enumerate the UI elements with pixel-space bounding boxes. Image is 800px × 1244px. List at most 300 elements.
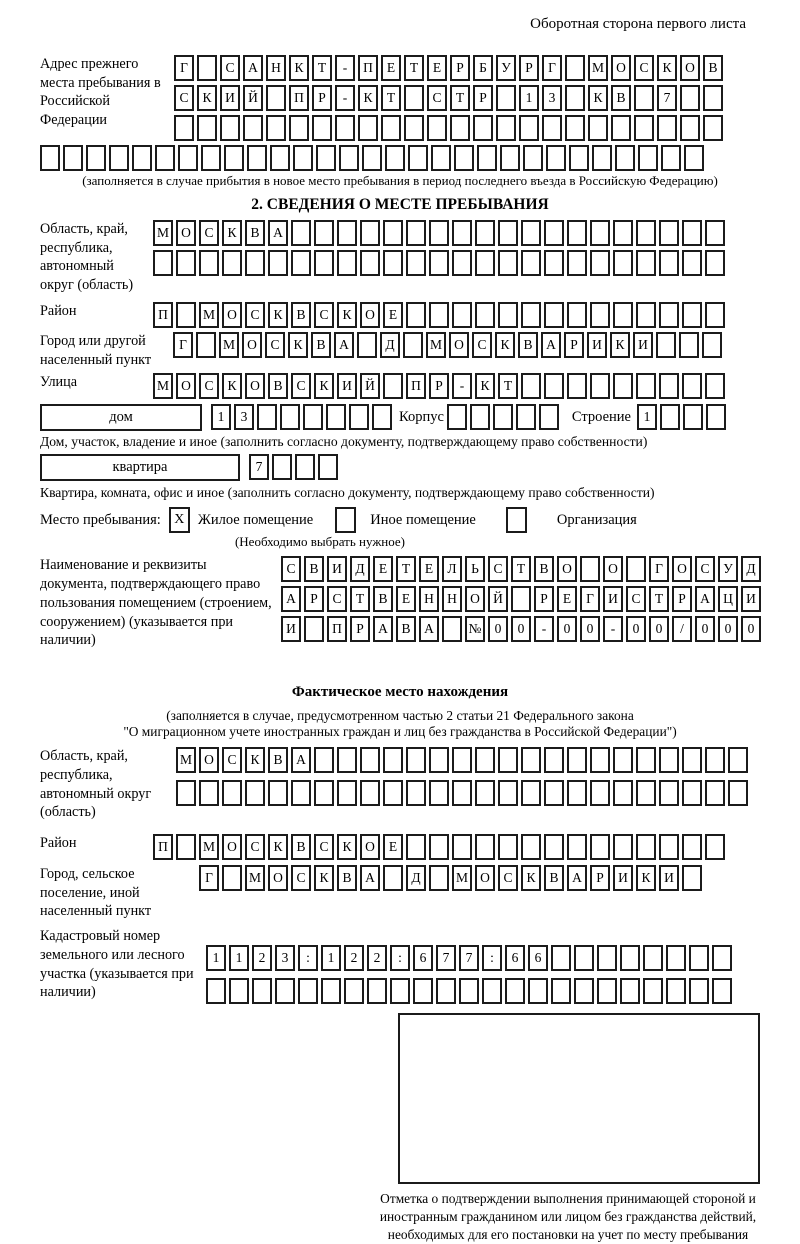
char-box[interactable] xyxy=(431,145,451,171)
char-box[interactable] xyxy=(705,747,725,773)
char-box[interactable]: Г xyxy=(173,332,193,358)
char-box[interactable] xyxy=(567,220,587,246)
char-box[interactable] xyxy=(295,454,315,480)
char-box[interactable]: № xyxy=(465,616,485,642)
char-box[interactable]: Е xyxy=(557,586,577,612)
char-box[interactable] xyxy=(229,978,249,1004)
char-box[interactable] xyxy=(613,747,633,773)
char-box[interactable]: 0 xyxy=(649,616,669,642)
char-box[interactable]: В xyxy=(268,747,288,773)
char-box[interactable]: К xyxy=(222,220,242,246)
char-box[interactable] xyxy=(636,747,656,773)
char-box[interactable]: В xyxy=(337,865,357,891)
char-box[interactable] xyxy=(661,145,681,171)
char-box[interactable] xyxy=(567,373,587,399)
char-box[interactable] xyxy=(569,145,589,171)
char-box[interactable]: В xyxy=(703,55,723,81)
char-box[interactable] xyxy=(360,747,380,773)
char-box[interactable] xyxy=(702,332,722,358)
char-box[interactable] xyxy=(498,250,518,276)
char-box[interactable]: М xyxy=(245,865,265,891)
char-box[interactable] xyxy=(222,780,242,806)
char-box[interactable]: К xyxy=(268,834,288,860)
char-box[interactable] xyxy=(659,780,679,806)
char-box[interactable]: В xyxy=(373,586,393,612)
char-box[interactable]: Е xyxy=(383,302,403,328)
char-box[interactable]: 1 xyxy=(206,945,226,971)
char-box[interactable] xyxy=(245,780,265,806)
char-box[interactable] xyxy=(613,220,633,246)
char-box[interactable]: Р xyxy=(473,85,493,111)
char-box[interactable]: / xyxy=(672,616,692,642)
char-box[interactable] xyxy=(482,978,502,1004)
char-box[interactable]: К xyxy=(197,85,217,111)
char-box[interactable]: 6 xyxy=(505,945,525,971)
char-box[interactable]: - xyxy=(452,373,472,399)
char-box[interactable]: О xyxy=(603,556,623,582)
char-box[interactable]: К xyxy=(337,302,357,328)
char-box[interactable] xyxy=(383,780,403,806)
char-box[interactable]: К xyxy=(337,834,357,860)
char-box[interactable] xyxy=(666,978,686,1004)
char-box[interactable] xyxy=(473,115,493,141)
char-box[interactable]: Е xyxy=(373,556,393,582)
char-box[interactable] xyxy=(413,978,433,1004)
char-box[interactable]: Т xyxy=(511,556,531,582)
char-box[interactable] xyxy=(682,373,702,399)
char-box[interactable]: М xyxy=(426,332,446,358)
char-box[interactable] xyxy=(636,834,656,860)
char-box[interactable] xyxy=(447,404,467,430)
char-box[interactable] xyxy=(450,115,470,141)
char-box[interactable] xyxy=(383,865,403,891)
char-box[interactable] xyxy=(580,556,600,582)
char-box[interactable] xyxy=(528,978,548,1004)
char-box[interactable]: Д xyxy=(406,865,426,891)
char-box[interactable] xyxy=(385,145,405,171)
char-box[interactable]: О xyxy=(465,586,485,612)
char-box[interactable] xyxy=(427,115,447,141)
char-box[interactable] xyxy=(565,85,585,111)
char-box[interactable] xyxy=(367,978,387,1004)
char-box[interactable]: С xyxy=(488,556,508,582)
char-box[interactable]: Р xyxy=(312,85,332,111)
char-box[interactable]: 0 xyxy=(557,616,577,642)
char-box[interactable]: О xyxy=(672,556,692,582)
char-box[interactable] xyxy=(245,250,265,276)
char-box[interactable]: С xyxy=(281,556,301,582)
char-box[interactable] xyxy=(40,145,60,171)
char-box[interactable] xyxy=(682,747,702,773)
char-box[interactable]: А xyxy=(695,586,715,612)
char-box[interactable] xyxy=(452,780,472,806)
char-box[interactable] xyxy=(636,250,656,276)
char-box[interactable]: О xyxy=(360,834,380,860)
char-box[interactable]: 1 xyxy=(637,404,657,430)
char-box[interactable]: Е xyxy=(383,834,403,860)
char-box[interactable] xyxy=(551,978,571,1004)
char-box[interactable] xyxy=(403,332,423,358)
char-box[interactable] xyxy=(316,145,336,171)
char-box[interactable] xyxy=(643,978,663,1004)
char-box[interactable] xyxy=(521,250,541,276)
char-box[interactable] xyxy=(372,404,392,430)
char-box[interactable]: К xyxy=(289,55,309,81)
char-box[interactable] xyxy=(498,220,518,246)
char-box[interactable]: 2 xyxy=(252,945,272,971)
char-box[interactable] xyxy=(266,85,286,111)
char-box[interactable]: В xyxy=(534,556,554,582)
char-box[interactable]: У xyxy=(718,556,738,582)
char-box[interactable]: М xyxy=(176,747,196,773)
char-box[interactable] xyxy=(470,404,490,430)
char-box[interactable]: - xyxy=(335,85,355,111)
char-box[interactable] xyxy=(475,220,495,246)
char-box[interactable] xyxy=(613,302,633,328)
char-box[interactable] xyxy=(636,220,656,246)
char-box[interactable]: 1 xyxy=(519,85,539,111)
char-box[interactable]: 7 xyxy=(459,945,479,971)
char-box[interactable]: Ц xyxy=(718,586,738,612)
char-box[interactable] xyxy=(712,978,732,1004)
char-box[interactable]: О xyxy=(176,220,196,246)
char-box[interactable] xyxy=(337,220,357,246)
char-box[interactable]: Р xyxy=(672,586,692,612)
char-box[interactable]: А xyxy=(281,586,301,612)
char-box[interactable] xyxy=(452,747,472,773)
char-box[interactable] xyxy=(634,85,654,111)
char-box[interactable] xyxy=(682,834,702,860)
char-box[interactable] xyxy=(270,145,290,171)
char-box[interactable] xyxy=(620,945,640,971)
char-box[interactable] xyxy=(659,747,679,773)
char-box[interactable] xyxy=(620,978,640,1004)
char-box[interactable] xyxy=(498,747,518,773)
char-box[interactable] xyxy=(705,780,725,806)
char-box[interactable] xyxy=(660,404,680,430)
char-box[interactable]: Е xyxy=(419,556,439,582)
char-box[interactable]: С xyxy=(245,302,265,328)
char-box[interactable]: Н xyxy=(419,586,439,612)
char-box[interactable] xyxy=(539,404,559,430)
char-box[interactable] xyxy=(546,145,566,171)
char-box[interactable] xyxy=(682,220,702,246)
char-box[interactable] xyxy=(176,780,196,806)
char-box[interactable]: И xyxy=(633,332,653,358)
char-box[interactable] xyxy=(613,780,633,806)
char-box[interactable] xyxy=(344,978,364,1004)
char-box[interactable] xyxy=(197,115,217,141)
char-box[interactable] xyxy=(567,780,587,806)
char-box[interactable] xyxy=(590,302,610,328)
char-box[interactable] xyxy=(626,556,646,582)
char-box[interactable]: П xyxy=(153,834,173,860)
char-box[interactable]: М xyxy=(219,332,239,358)
char-box[interactable] xyxy=(406,250,426,276)
char-box[interactable] xyxy=(429,250,449,276)
char-box[interactable]: 1 xyxy=(229,945,249,971)
char-box[interactable]: В xyxy=(544,865,564,891)
char-box[interactable] xyxy=(682,865,702,891)
char-box[interactable] xyxy=(712,945,732,971)
char-box[interactable] xyxy=(298,978,318,1004)
char-box[interactable] xyxy=(429,747,449,773)
char-box[interactable] xyxy=(176,302,196,328)
char-box[interactable]: Р xyxy=(350,616,370,642)
char-box[interactable] xyxy=(689,945,709,971)
char-box[interactable]: А xyxy=(268,220,288,246)
char-box[interactable] xyxy=(390,978,410,1004)
char-box[interactable]: Г xyxy=(199,865,219,891)
char-box[interactable]: С xyxy=(626,586,646,612)
char-box[interactable] xyxy=(312,115,332,141)
char-box[interactable] xyxy=(280,404,300,430)
char-box[interactable]: С xyxy=(291,373,311,399)
char-box[interactable]: Д xyxy=(741,556,761,582)
char-box[interactable]: О xyxy=(222,302,242,328)
char-box[interactable] xyxy=(521,302,541,328)
char-box[interactable]: О xyxy=(449,332,469,358)
char-box[interactable]: О xyxy=(199,747,219,773)
char-box[interactable] xyxy=(222,865,242,891)
char-box[interactable] xyxy=(199,250,219,276)
char-box[interactable] xyxy=(615,145,635,171)
char-box[interactable]: : xyxy=(482,945,502,971)
char-box[interactable] xyxy=(268,780,288,806)
char-box[interactable] xyxy=(247,145,267,171)
char-box[interactable]: - xyxy=(534,616,554,642)
char-box[interactable] xyxy=(429,220,449,246)
char-box[interactable] xyxy=(657,115,677,141)
char-box[interactable] xyxy=(314,220,334,246)
char-box[interactable] xyxy=(459,978,479,1004)
char-box[interactable] xyxy=(383,373,403,399)
char-box[interactable] xyxy=(659,220,679,246)
char-box[interactable] xyxy=(565,115,585,141)
char-box[interactable] xyxy=(429,302,449,328)
char-box[interactable] xyxy=(574,945,594,971)
char-box[interactable] xyxy=(454,145,474,171)
char-box[interactable]: 0 xyxy=(741,616,761,642)
char-box[interactable]: М xyxy=(452,865,472,891)
char-box[interactable] xyxy=(383,220,403,246)
char-box[interactable]: С xyxy=(199,373,219,399)
char-box[interactable] xyxy=(429,780,449,806)
char-box[interactable]: А xyxy=(541,332,561,358)
char-box[interactable] xyxy=(597,978,617,1004)
char-box[interactable] xyxy=(705,834,725,860)
char-box[interactable]: В xyxy=(311,332,331,358)
char-box[interactable]: 6 xyxy=(528,945,548,971)
char-box[interactable] xyxy=(498,834,518,860)
char-box[interactable] xyxy=(224,145,244,171)
char-box[interactable]: Е xyxy=(381,55,401,81)
char-box[interactable] xyxy=(728,747,748,773)
char-box[interactable] xyxy=(521,780,541,806)
char-box[interactable]: Т xyxy=(450,85,470,111)
char-box[interactable] xyxy=(243,115,263,141)
char-box[interactable] xyxy=(406,302,426,328)
char-box[interactable]: В xyxy=(518,332,538,358)
char-box[interactable] xyxy=(357,332,377,358)
char-box[interactable]: Т xyxy=(381,85,401,111)
char-box[interactable]: К xyxy=(314,373,334,399)
char-box[interactable]: М xyxy=(199,302,219,328)
char-box[interactable]: К xyxy=(588,85,608,111)
char-box[interactable]: Т xyxy=(649,586,669,612)
char-box[interactable]: А xyxy=(243,55,263,81)
char-box[interactable]: А xyxy=(373,616,393,642)
char-box[interactable] xyxy=(574,978,594,1004)
char-box[interactable] xyxy=(452,220,472,246)
char-box[interactable]: О xyxy=(611,55,631,81)
char-box[interactable] xyxy=(613,834,633,860)
char-box[interactable] xyxy=(634,115,654,141)
char-box[interactable] xyxy=(452,302,472,328)
char-box[interactable] xyxy=(567,834,587,860)
char-box[interactable] xyxy=(337,747,357,773)
char-box[interactable] xyxy=(544,220,564,246)
char-box[interactable]: 0 xyxy=(626,616,646,642)
char-box[interactable]: 0 xyxy=(580,616,600,642)
stay-type-checkbox-residential[interactable]: X xyxy=(169,507,190,533)
char-box[interactable] xyxy=(703,85,723,111)
char-box[interactable]: И xyxy=(603,586,623,612)
char-box[interactable]: Т xyxy=(396,556,416,582)
char-box[interactable]: В xyxy=(396,616,416,642)
char-box[interactable] xyxy=(597,945,617,971)
char-box[interactable]: Р xyxy=(450,55,470,81)
char-box[interactable] xyxy=(588,115,608,141)
char-box[interactable]: О xyxy=(245,373,265,399)
char-box[interactable] xyxy=(304,616,324,642)
char-box[interactable] xyxy=(679,332,699,358)
char-box[interactable]: 1 xyxy=(211,404,231,430)
char-box[interactable] xyxy=(326,404,346,430)
char-box[interactable] xyxy=(197,55,217,81)
char-box[interactable] xyxy=(293,145,313,171)
char-box[interactable]: 0 xyxy=(488,616,508,642)
char-box[interactable]: Г xyxy=(580,586,600,612)
char-box[interactable]: О xyxy=(242,332,262,358)
char-box[interactable] xyxy=(516,404,536,430)
char-box[interactable]: А xyxy=(334,332,354,358)
char-box[interactable]: 7 xyxy=(436,945,456,971)
char-box[interactable] xyxy=(544,780,564,806)
char-box[interactable] xyxy=(176,834,196,860)
char-box[interactable]: К xyxy=(636,865,656,891)
char-box[interactable] xyxy=(659,302,679,328)
char-box[interactable] xyxy=(303,404,323,430)
char-box[interactable]: О xyxy=(176,373,196,399)
char-box[interactable]: К xyxy=(314,865,334,891)
char-box[interactable] xyxy=(682,302,702,328)
char-box[interactable]: Н xyxy=(266,55,286,81)
char-box[interactable] xyxy=(220,115,240,141)
char-box[interactable] xyxy=(291,250,311,276)
char-box[interactable] xyxy=(705,220,725,246)
char-box[interactable] xyxy=(406,220,426,246)
char-box[interactable] xyxy=(498,780,518,806)
char-box[interactable]: С xyxy=(695,556,715,582)
char-box[interactable] xyxy=(703,115,723,141)
char-box[interactable]: - xyxy=(603,616,623,642)
char-box[interactable] xyxy=(683,404,703,430)
char-box[interactable]: 1 xyxy=(321,945,341,971)
char-box[interactable] xyxy=(666,945,686,971)
char-box[interactable] xyxy=(544,302,564,328)
char-box[interactable]: 2 xyxy=(367,945,387,971)
char-box[interactable] xyxy=(544,373,564,399)
char-box[interactable]: О xyxy=(360,302,380,328)
char-box[interactable] xyxy=(383,747,403,773)
char-box[interactable]: 7 xyxy=(249,454,269,480)
char-box[interactable] xyxy=(519,115,539,141)
char-box[interactable]: П xyxy=(153,302,173,328)
char-box[interactable]: 2 xyxy=(344,945,364,971)
char-box[interactable]: С xyxy=(291,865,311,891)
char-box[interactable] xyxy=(592,145,612,171)
char-box[interactable]: С xyxy=(472,332,492,358)
char-box[interactable]: О xyxy=(475,865,495,891)
char-box[interactable]: Т xyxy=(312,55,332,81)
char-box[interactable]: К xyxy=(245,747,265,773)
char-box[interactable] xyxy=(272,454,292,480)
char-box[interactable] xyxy=(636,302,656,328)
char-box[interactable]: Р xyxy=(590,865,610,891)
char-box[interactable] xyxy=(590,834,610,860)
char-box[interactable] xyxy=(404,85,424,111)
char-box[interactable] xyxy=(408,145,428,171)
char-box[interactable] xyxy=(521,220,541,246)
char-box[interactable] xyxy=(477,145,497,171)
char-box[interactable] xyxy=(475,302,495,328)
char-box[interactable]: 0 xyxy=(695,616,715,642)
char-box[interactable] xyxy=(452,834,472,860)
char-box[interactable] xyxy=(544,834,564,860)
char-box[interactable] xyxy=(496,115,516,141)
char-box[interactable]: М xyxy=(199,834,219,860)
stay-type-checkbox-other-premises[interactable] xyxy=(335,507,356,533)
char-box[interactable]: 3 xyxy=(542,85,562,111)
char-box[interactable] xyxy=(206,978,226,1004)
char-box[interactable]: П xyxy=(289,85,309,111)
char-box[interactable] xyxy=(201,145,221,171)
char-box[interactable] xyxy=(496,85,516,111)
char-box[interactable] xyxy=(339,145,359,171)
char-box[interactable]: Г xyxy=(542,55,562,81)
char-box[interactable]: А xyxy=(360,865,380,891)
char-box[interactable] xyxy=(383,250,403,276)
char-box[interactable] xyxy=(406,780,426,806)
char-box[interactable]: 6 xyxy=(413,945,433,971)
char-box[interactable] xyxy=(706,404,726,430)
char-box[interactable] xyxy=(360,220,380,246)
char-box[interactable] xyxy=(475,834,495,860)
char-box[interactable] xyxy=(321,978,341,1004)
char-box[interactable] xyxy=(86,145,106,171)
char-box[interactable] xyxy=(567,747,587,773)
char-box[interactable] xyxy=(590,220,610,246)
char-box[interactable] xyxy=(314,747,334,773)
char-box[interactable]: К xyxy=(268,302,288,328)
char-box[interactable]: А xyxy=(567,865,587,891)
char-box[interactable] xyxy=(406,834,426,860)
char-box[interactable] xyxy=(314,250,334,276)
char-box[interactable]: М xyxy=(153,373,173,399)
char-box[interactable]: И xyxy=(327,556,347,582)
char-box[interactable]: Г xyxy=(174,55,194,81)
